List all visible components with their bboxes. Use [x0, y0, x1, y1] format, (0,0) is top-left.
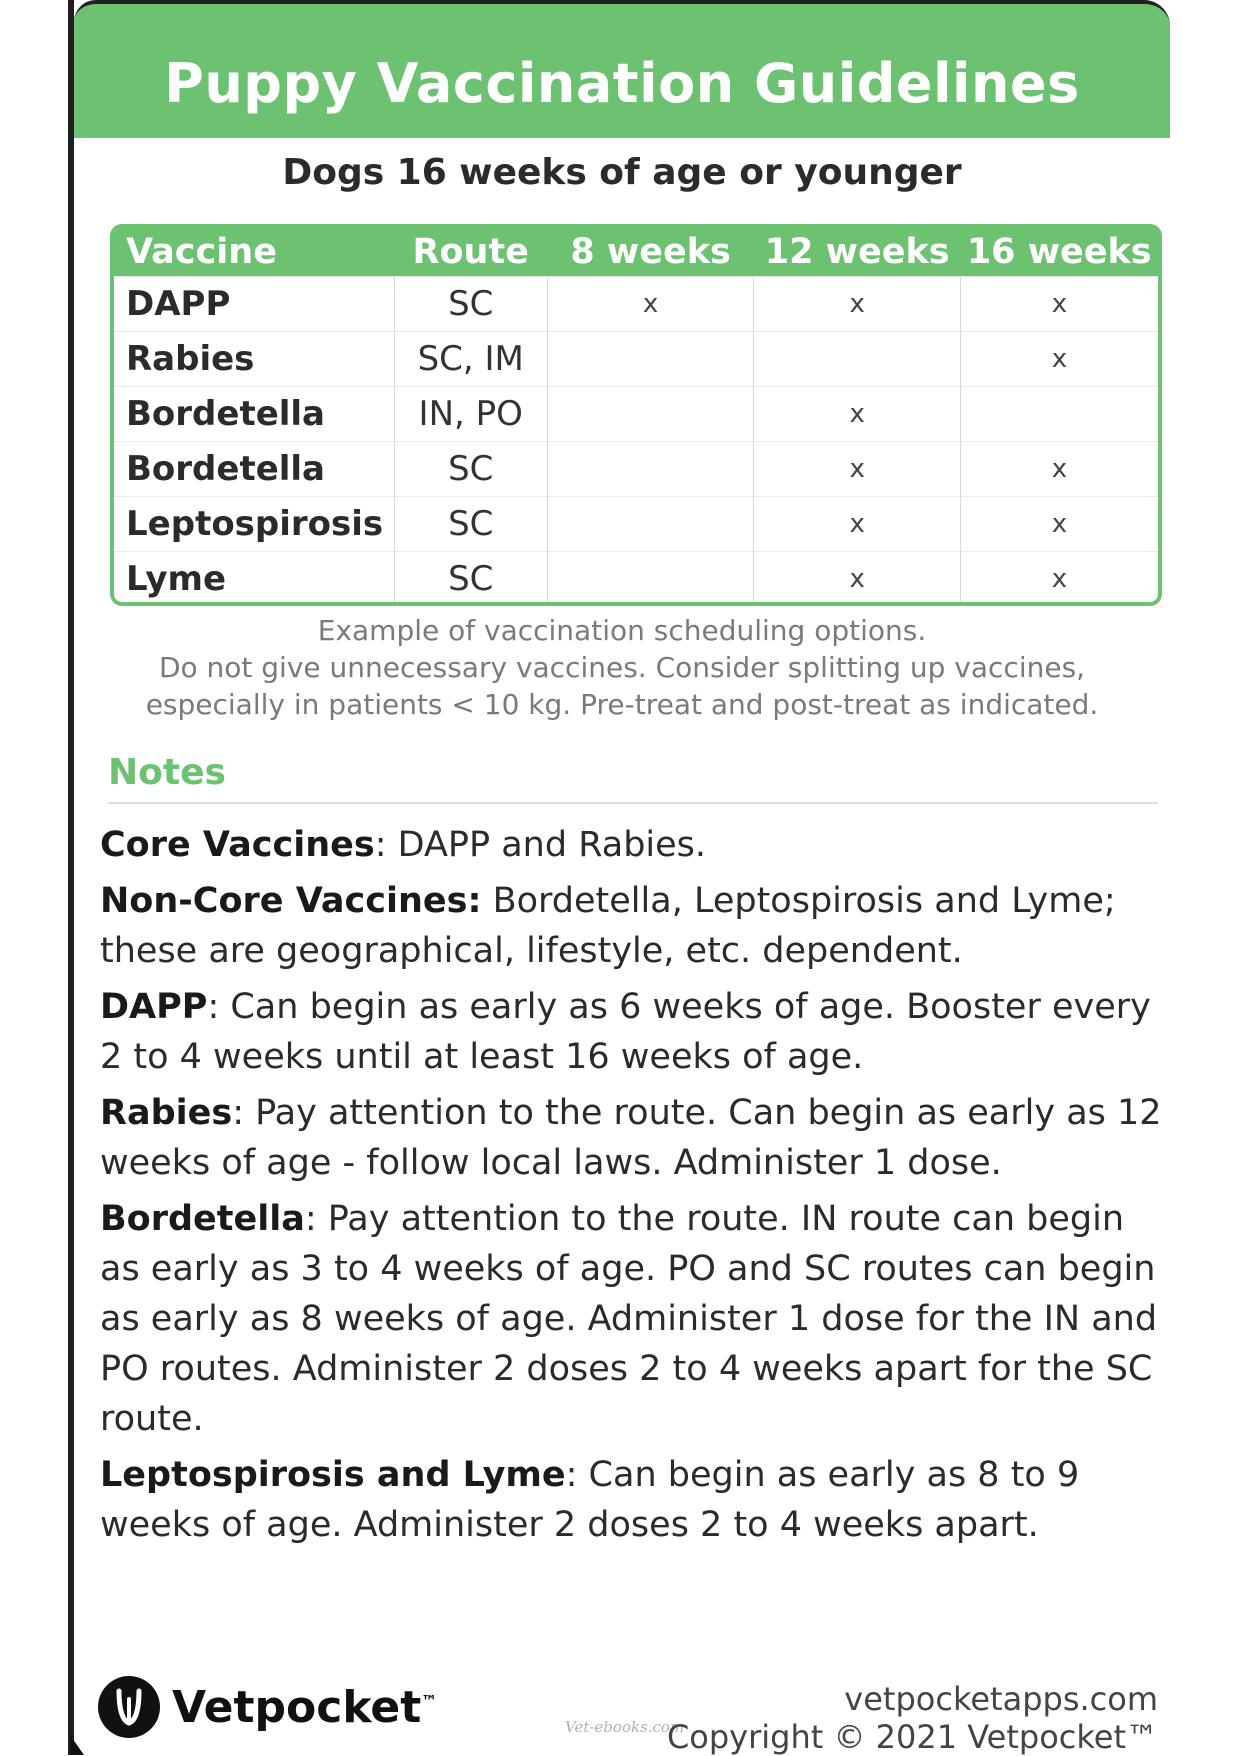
footer-info: [667, 1680, 1158, 1756]
watermark: Vet-ebooks.com: [565, 1718, 685, 1736]
table-row: [114, 331, 1158, 386]
brand-logo: [98, 1676, 437, 1738]
schedule-mark-12-weeks: x: [754, 441, 961, 496]
table-row: [114, 551, 1158, 606]
vaccine-name: Bordetella: [114, 386, 394, 441]
note-item: [100, 982, 1170, 1082]
note-text: : Pay attention to the route. IN route can begin as early as 3 to 4 weeks of age. PO and SC routes can begin as early as 8 weeks of age. Administer 1 dose for the IN and PO routes. Administer 2 doses 2 to 4 weeks apart for the SC route.: [100, 1199, 1158, 1439]
column-header-8-weeks: 8 weeks: [570, 231, 731, 272]
table-caption: [74, 612, 1170, 723]
schedule-mark-8-weeks: x: [547, 276, 754, 331]
logo-glyph-icon: [109, 1685, 149, 1729]
schedule-mark-16-weeks: x: [960, 276, 1158, 331]
column-header-16-weeks: 16 weeks: [966, 231, 1152, 272]
schedule-mark-8-weeks: [547, 551, 754, 606]
schedule-mark-8-weeks: [547, 331, 754, 386]
table-row: [114, 496, 1158, 551]
schedule-mark-8-weeks: [547, 496, 754, 551]
caption-line: Do not give unnecessary vaccines. Consider splitting up vaccines,: [158, 651, 1086, 684]
note-term: Rabies: [100, 1093, 233, 1133]
title-banner: [74, 0, 1170, 138]
table-row: [114, 276, 1158, 331]
copyright-text: Copyright © 2021 Vetpocket™: [666, 1718, 1158, 1756]
vaccine-name: Lyme: [114, 551, 394, 606]
note-term: DAPP: [100, 987, 208, 1027]
note-item: [100, 1088, 1170, 1188]
note-item: [100, 820, 1170, 870]
vaccination-table: [110, 224, 1162, 606]
caption-line: Example of vaccination scheduling options.: [317, 614, 927, 647]
notes-list: [100, 820, 1170, 1556]
schedule-mark-16-weeks: x: [960, 441, 1158, 496]
brand-text: Vetpocket: [172, 1681, 422, 1733]
brand-name: [172, 1682, 437, 1733]
note-text: : Can begin as early as 6 weeks of age. Booster every 2 to 4 weeks until at least 16 weeks of age.: [100, 987, 1151, 1077]
route-cell: SC: [394, 551, 547, 606]
note-text: Bordetella, Leptospirosis and Lyme; these are geographical, lifestyle, etc. dependent.: [100, 881, 1116, 971]
schedule-mark-12-weeks: x: [754, 276, 961, 331]
note-text: : DAPP and Rabies.: [374, 825, 707, 865]
note-term: Bordetella: [100, 1199, 305, 1239]
website-link[interactable]: vetpocketapps.com: [844, 1680, 1158, 1718]
vaccine-name: Bordetella: [114, 441, 394, 496]
schedule-mark-12-weeks: x: [754, 496, 961, 551]
schedule-mark-16-weeks: [960, 386, 1158, 441]
route-cell: SC: [394, 276, 547, 331]
note-item: [100, 1194, 1170, 1444]
schedule-mark-12-weeks: [754, 331, 961, 386]
vaccine-name: Rabies: [114, 331, 394, 386]
notes-heading: Notes: [108, 752, 226, 793]
caption-line: especially in patients < 10 kg. Pre-treat and post-treat as indicated.: [145, 688, 1099, 721]
note-text: : Can begin as early as 8 to 9 weeks of age. Administer 2 doses 2 to 4 weeks apart.: [100, 1455, 1080, 1545]
note-item: [100, 876, 1170, 976]
note-text: : Pay attention to the route. Can begin as early as 12 weeks of age - follow local laws. Administer 1 dose.: [100, 1093, 1162, 1183]
schedule-mark-12-weeks: x: [754, 386, 961, 441]
trademark-symbol: ™: [421, 1690, 438, 1710]
table-row: [114, 386, 1158, 441]
note-term: Core Vaccines: [100, 825, 375, 865]
schedule-mark-8-weeks: [547, 441, 754, 496]
column-header-12-weeks: 12 weeks: [764, 231, 950, 272]
schedule-mark-12-weeks: x: [754, 551, 961, 606]
note-term: Non-Core Vaccines:: [100, 881, 482, 921]
column-header-route: Route: [412, 231, 529, 272]
note-term: Leptospirosis and Lyme: [100, 1455, 566, 1495]
vetpocket-logo-icon: [98, 1676, 160, 1738]
route-cell: SC, IM: [394, 331, 547, 386]
vaccine-name: Leptospirosis: [114, 496, 394, 551]
divider: [108, 802, 1158, 804]
schedule-mark-16-weeks: x: [960, 496, 1158, 551]
table-header-row: [114, 228, 1158, 276]
page-title: Puppy Vaccination Guidelines: [164, 52, 1080, 115]
page-subtitle: Dogs 16 weeks of age or younger: [282, 152, 962, 193]
schedule-mark-16-weeks: x: [960, 331, 1158, 386]
vaccine-name: DAPP: [114, 276, 394, 331]
schedule-mark-8-weeks: [547, 386, 754, 441]
schedule-mark-16-weeks: x: [960, 551, 1158, 606]
scan-edge: [0, 0, 74, 1755]
route-cell: IN, PO: [394, 386, 547, 441]
column-header-vaccine: Vaccine: [126, 231, 277, 272]
corner-mark: [70, 1735, 84, 1755]
note-item: [100, 1450, 1170, 1550]
table-row: [114, 441, 1158, 496]
route-cell: SC: [394, 441, 547, 496]
route-cell: SC: [394, 496, 547, 551]
